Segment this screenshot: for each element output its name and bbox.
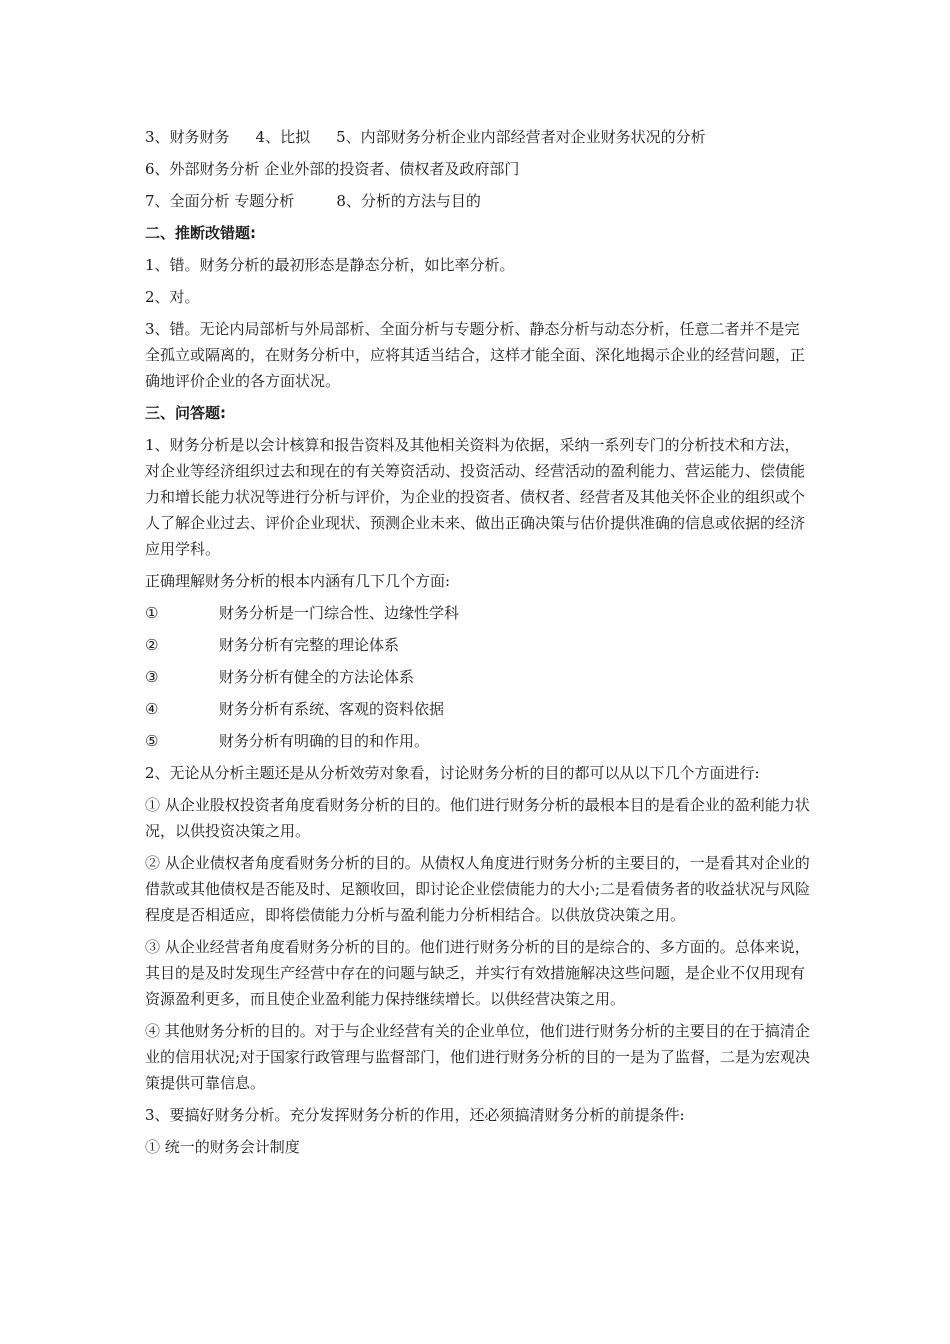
question-3-answer: 3、要搞好财务分析。充分发挥财务分析的作用，还必须搞清财务分析的前提条件: [145,1106,685,1124]
answer-5: 5、内部财务分析企业内部经营者对企业财务状况的分析 [336,128,706,146]
question-2-point-2: ② 从企业债权者角度看财务分析的目的。从债权人角度进行财务分析的主要目的，一是看其对企业的借款或其他债权是否能及时、足额收回，即讨论企业偿债能力的大小;二是看债务者的收益状况与风险程度是否相适应，即将偿债能力分析与盈利能力分析相结合。以供放贷决策之用。 [145,854,811,924]
question-3-point-1: ① 统一的财务会计制度 [145,1138,300,1156]
question-2-point-1: ① 从企业股权投资者角度看财务分析的目的。他们进行财务分析的最根本目的是看企业的盈利能力状况，以供投资决策之用。 [145,796,810,840]
section-2-item-2: 2、对。 [145,288,200,306]
answer-4: 4、比拟 [255,128,311,146]
list-marker: ① [145,604,159,622]
list-item [145,728,813,754]
list-marker: ⑤ [145,732,159,750]
question-2-point-3: ③ 从企业经营者角度看财务分析的目的。他们进行财务分析的目的是综合的、多方面的。总体来说，其目的是及时发现生产经营中存在的问题与缺乏，并实行有效措施解决这些问题，是企业不仅用现有资源盈利更多，而且使企业盈利能力保持继续增长。以供经营决策之用。 [145,938,810,1008]
question-1-intro: 正确理解财务分析的根本内涵有几下几个方面: [145,572,451,590]
answer-3: 3、财务财务 [145,128,230,146]
answer-line-7-8 [145,188,813,214]
question-2-point-4: ④ 其他财务分析的目的。对于与企业经营有关的企业单位，他们进行财务分析的主要目的在于搞清企业的信用状况;对于国家行政管理与监督部门，他们进行财务分析的目的一是为了监督，二是为宏观决策提供可靠信息。 [145,1022,811,1092]
answer-line-3-5 [145,124,813,150]
list-marker: ② [145,636,159,654]
question-1-answer: 1、财务分析是以会计核算和报告资料及其他相关资料为依据，采纳一系列专门的分析技术和方法，对企业等经济组织过去和现在的有关筹资活动、投资活动、经营活动的盈利能力、营运能力、偿债能力和增长能力状况等进行分析与评价，为企业的投资者、债权者、经营者及其他关怀企业的组织或个人了解企业过去、评价企业现状、预测企业未来、做出正确决策与估价提供准确的信息或依据的经济应用学科。 [145,436,806,558]
answer-8: 8、分析的方法与目的 [336,192,481,210]
list-text: 财务分析是一门综合性、边缘性学科 [219,604,460,622]
section-2-item-3: 3、错。无论内局部析与外局部析、全面分析与专题分析、静态分析与动态分析，任意二者并不是完全孤立或隔离的，在财务分析中，应将其适当结合，这样才能全面、深化地揭示企业的经营问题，正确地评价企业的各方面状况。 [145,320,806,390]
list-text: 财务分析有明确的目的和作用。 [219,732,430,750]
document-body [145,124,813,1166]
list-marker: ④ [145,700,159,718]
list-text: 财务分析有完整的理论体系 [219,636,400,654]
list-item [145,696,813,722]
list-text: 财务分析有系统、客观的资料依据 [219,700,445,718]
answer-line-6: 6、外部财务分析 企业外部的投资者、债权者及政府部门 [145,160,520,178]
list-item [145,632,813,658]
answer-7: 7、全面分析 专题分析 [145,192,295,210]
list-item [145,600,813,626]
question-2-answer: 2、无论从分析主题还是从分析效劳对象看，讨论财务分析的目的都可以从以下几个方面进行: [145,764,760,782]
list-item [145,664,813,690]
list-text: 财务分析有健全的方法论体系 [219,668,415,686]
section-3-heading: 三、问答题: [145,404,226,422]
list-marker: ③ [145,668,159,686]
section-2-heading: 二、推断改错题: [145,224,256,242]
section-2-item-1: 1、错。财务分析的最初形态是静态分析，如比率分析。 [145,256,515,274]
